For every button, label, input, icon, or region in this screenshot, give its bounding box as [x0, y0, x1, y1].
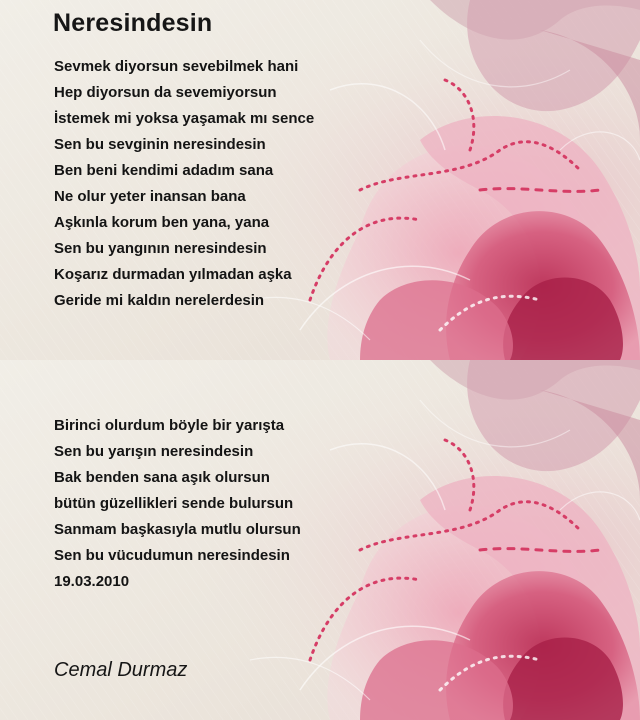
poem-author: Cemal Durmaz — [54, 659, 188, 681]
poem-line: Birinci olurdum böyle bir yarışta — [54, 417, 285, 434]
poem-line: Koşarız durmadan yılmadan aşka — [54, 266, 292, 283]
poem-line: Ben beni kendimi adadım sana — [54, 162, 274, 179]
poem-line: Aşkınla korum ben yana, yana — [54, 214, 270, 231]
poem-line: Bak benden sana aşık olursun — [54, 469, 270, 486]
poem-line: Hep diyorsun da sevemiyorsun — [54, 84, 277, 101]
poem-line: Geride mi kaldın nerelerdesin — [54, 292, 265, 309]
poem-line: Sen bu yangının neresindesin — [54, 240, 267, 257]
poem-line: Sen bu vücudumun neresindesin — [54, 547, 290, 564]
poem-date: 19.03.2010 — [54, 573, 130, 590]
poem-line: Sen bu sevginin neresindesin — [54, 136, 266, 153]
poem-line: Ne olur yeter inansan bana — [54, 188, 246, 205]
poem-stanza-1 — [54, 54, 314, 314]
poem-line: Sevmek diyorsun sevebilmek hani — [54, 58, 299, 75]
poem-line: bütün güzellikleri sende bulursun — [54, 495, 294, 512]
poem-stanza-2 — [54, 413, 301, 595]
poem-line: Sen bu yarışın neresindesin — [54, 443, 254, 460]
poem-line: Sanmam başkasıyla mutlu olursun — [54, 521, 301, 538]
poem-panel-bottom — [0, 360, 640, 720]
poem-title: Neresindesin — [53, 9, 213, 37]
poem-line: İstemek mi yoksa yaşamak mı sence — [54, 110, 315, 127]
